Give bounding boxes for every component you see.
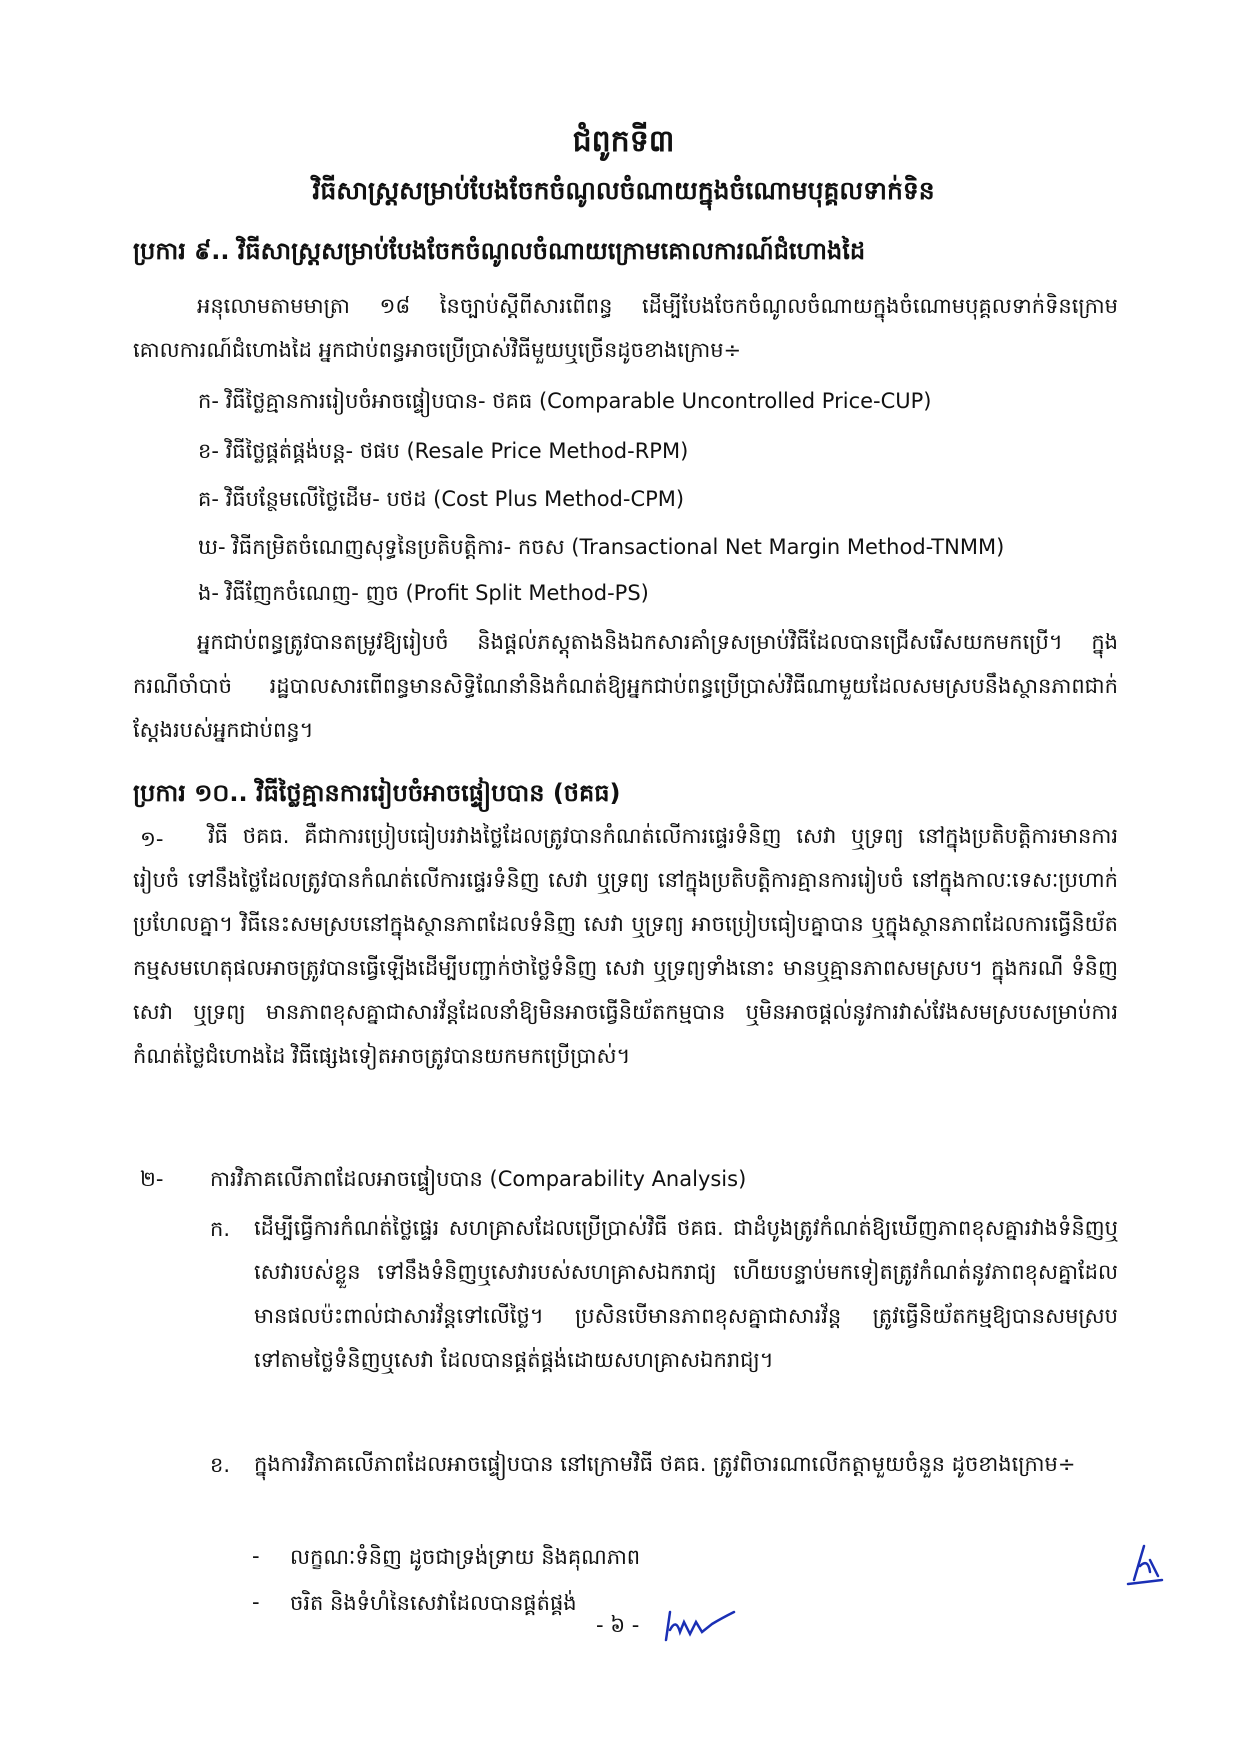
article-9-heading: ប្រការ ៩.. វិធីសាស្ត្រសម្រាប់បែងចែកចំណូលចំណាយក្រោមគោលការណ៍ជំហោងដៃ (133, 237, 866, 265)
bullet-service-nature: ចរិត និងទំហំនៃសេវាដែលបានផ្គត់ផ្គង់ (290, 1591, 577, 1615)
initials-signature-margin (1120, 1540, 1170, 1590)
article-9-closing: អ្នកជាប់ពន្ធត្រូវបានតម្រូវឱ្យរៀបចំ និងផ្តល់ភស្តុតាងនិងឯកសារគាំទ្រសម្រាប់វិធីដែលបានជ្រើសរើសយកមកប្រើ។ ក្នុងករណីចាំបាច់ រដ្ឋបាលសារពើពន្ធមានសិទ្ធិណែនាំនិងកំណត់ឱ្យអ្នកជាប់ពន្ធប្រើប្រាស់វិធីណាមួយដែលសមស្របនឹងស្ថានភាពជាក់ស្តែងរបស់អ្នកជាប់ពន្ធ។ (133, 630, 1118, 742)
article-10-heading: ប្រការ ១០.. វិធីថ្លៃគ្មានការរៀបចំអាចផ្ទៀបបាន (ថគធ) (133, 779, 621, 807)
sub-a-text: ដើម្បីធ្វើការកំណត់ថ្លៃផ្ទេរ សហគ្រាសដែលប្រើប្រាស់វិធី ថគធ. ជាដំបូងត្រូវកំណត់ឱ្យឃើញភាពខុសគ្នារវាងទំនិញឬសេវារបស់ខ្លួន ទៅនឹងទំនិញឬសេវារបស់សហគ្រាសឯករាជ្យ ហើយបន្ទាប់មកទៀតត្រូវកំណត់នូវភាពខុសគ្នាដែលមានផលប៉ះពាល់ជាសារវ័ន្តទៅលើថ្លៃ។ ប្រសិនបើមានភាពខុសគ្នាជាសារវ័ន្ត ត្រូវធ្វើនិយ័តកម្មឱ្យបានសមស្របទៅតាមថ្លៃទំនិញឬសេវា ដែលបានផ្គត់ផ្គង់ដោយសហគ្រាសឯករាជ្យ។ (254, 1216, 1118, 1372)
sub-b-label: ខ. (210, 1453, 231, 1477)
method-ps: ង- វិធីញែកចំណេញ- ញច (Profit Split Method-PS) (198, 581, 649, 605)
page-number: - ៦ - (596, 1613, 640, 1637)
item-2-title: ការវិភាគលើភាពដែលអាចផ្ទៀបបាន (Comparability Analysis) (210, 1167, 747, 1191)
article-9-intro: អនុលោមតាមមាត្រា ១៨ នៃច្បាប់ស្តីពីសារពើពន្ធ ដើម្បីបែងចែកចំណូលចំណាយក្នុងចំណោមបុគ្គលទាក់ទិនក្រោមគោលការណ៍ជំហោងដៃ អ្នកជាប់ពន្ធអាចប្រើប្រាស់វិធីមួយឬច្រើនដូចខាងក្រោម÷ (133, 294, 1118, 362)
method-cpm: គ- វិធីបន្ថែមលើថ្លៃដើម- បថដ (Cost Plus Method-CPM) (198, 487, 685, 511)
method-rpm: ខ- វិធីថ្លៃផ្គត់ផ្គង់បន្ត- ថផប (Resale Price Method-RPM) (198, 439, 689, 463)
initials-signature-footer (660, 1604, 740, 1646)
chapter-title: ជំពូកទី៣ (572, 124, 675, 159)
chapter-subtitle: វិធីសាស្ត្រសម្រាប់បែងចែកចំណូលចំណាយក្នុងចំណោមបុគ្គលទាក់ទិន (312, 176, 935, 205)
item-2-number: ២- (140, 1167, 164, 1191)
bullet-item: - (252, 1590, 260, 1614)
method-tnmm: ឃ- វិធីកម្រិតចំណេញសុទ្ធនៃប្រតិបត្តិការ- កចស (Transactional Net Margin Method-TNMM) (198, 535, 1005, 559)
sub-b-text: ក្នុងការវិភាគលើភាពដែលអាចផ្ទៀបបាន នៅក្រោមវិធី ថគធ. ត្រូវពិចារណាលើកត្តាមួយចំនួន ដូចខាងក្រោម÷ (254, 1452, 1076, 1476)
item-1-number: ១- (140, 827, 164, 851)
method-cup: ក- វិធីថ្លៃគ្មានការរៀបចំអាចផ្ទៀបបាន- ថគធ (Comparable Uncontrolled Price-CUP) (198, 389, 932, 413)
sub-a-label: ក. (210, 1217, 231, 1241)
bullet-goods-characteristics: លក្ខណៈទំនិញ ដូចជាទ្រង់ទ្រាយ និងគុណភាព (290, 1545, 641, 1569)
item-1-text: វិធី ថគធ. គឺជាការប្រៀបធៀបរវាងថ្លៃដែលត្រូវបានកំណត់លើការផ្ទេរទំនិញ សេវា ឬទ្រព្យ នៅក្នុងប្រតិបត្តិការមានការរៀបចំ ទៅនឹងថ្លៃដែលត្រូវបានកំណត់លើការផ្ទេរទំនិញ សេវា ឬទ្រព្យ នៅក្នុងប្រតិបត្តិការគ្មានការរៀបចំ នៅក្នុងកាលៈទេសៈប្រហាក់ប្រហែលគ្នា។ វិធីនេះសមស្របនៅក្នុងស្ថានភាពដែលទំនិញ សេវា ឬទ្រព្យ អាចប្រៀបធៀបគ្នាបាន ឬក្នុងស្ថានភាពដែលការធ្វើនិយ័តកម្មសមហេតុផលអាចត្រូវបានធ្វើឡើងដើម្បីបញ្ជាក់ថាថ្លៃទំនិញ សេវា ឬទ្រព្យទាំងនោះ មានឬគ្មានភាពសមស្រប។ ក្នុងករណី ទំនិញ សេវា ឬទ្រព្យ មានភាពខុសគ្នាជាសារវ័ន្តដែលនាំឱ្យមិនអាចធ្វើនិយ័តកម្មបាន ឬមិនអាចផ្តល់នូវការវាស់វែងសមស្របសម្រាប់ការកំណត់ថ្លៃជំហោងដៃ វិធីផ្សេងទៀតអាចត្រូវបានយកមកប្រើប្រាស់។ (133, 824, 1118, 1068)
bullet-item: - (252, 1544, 260, 1568)
